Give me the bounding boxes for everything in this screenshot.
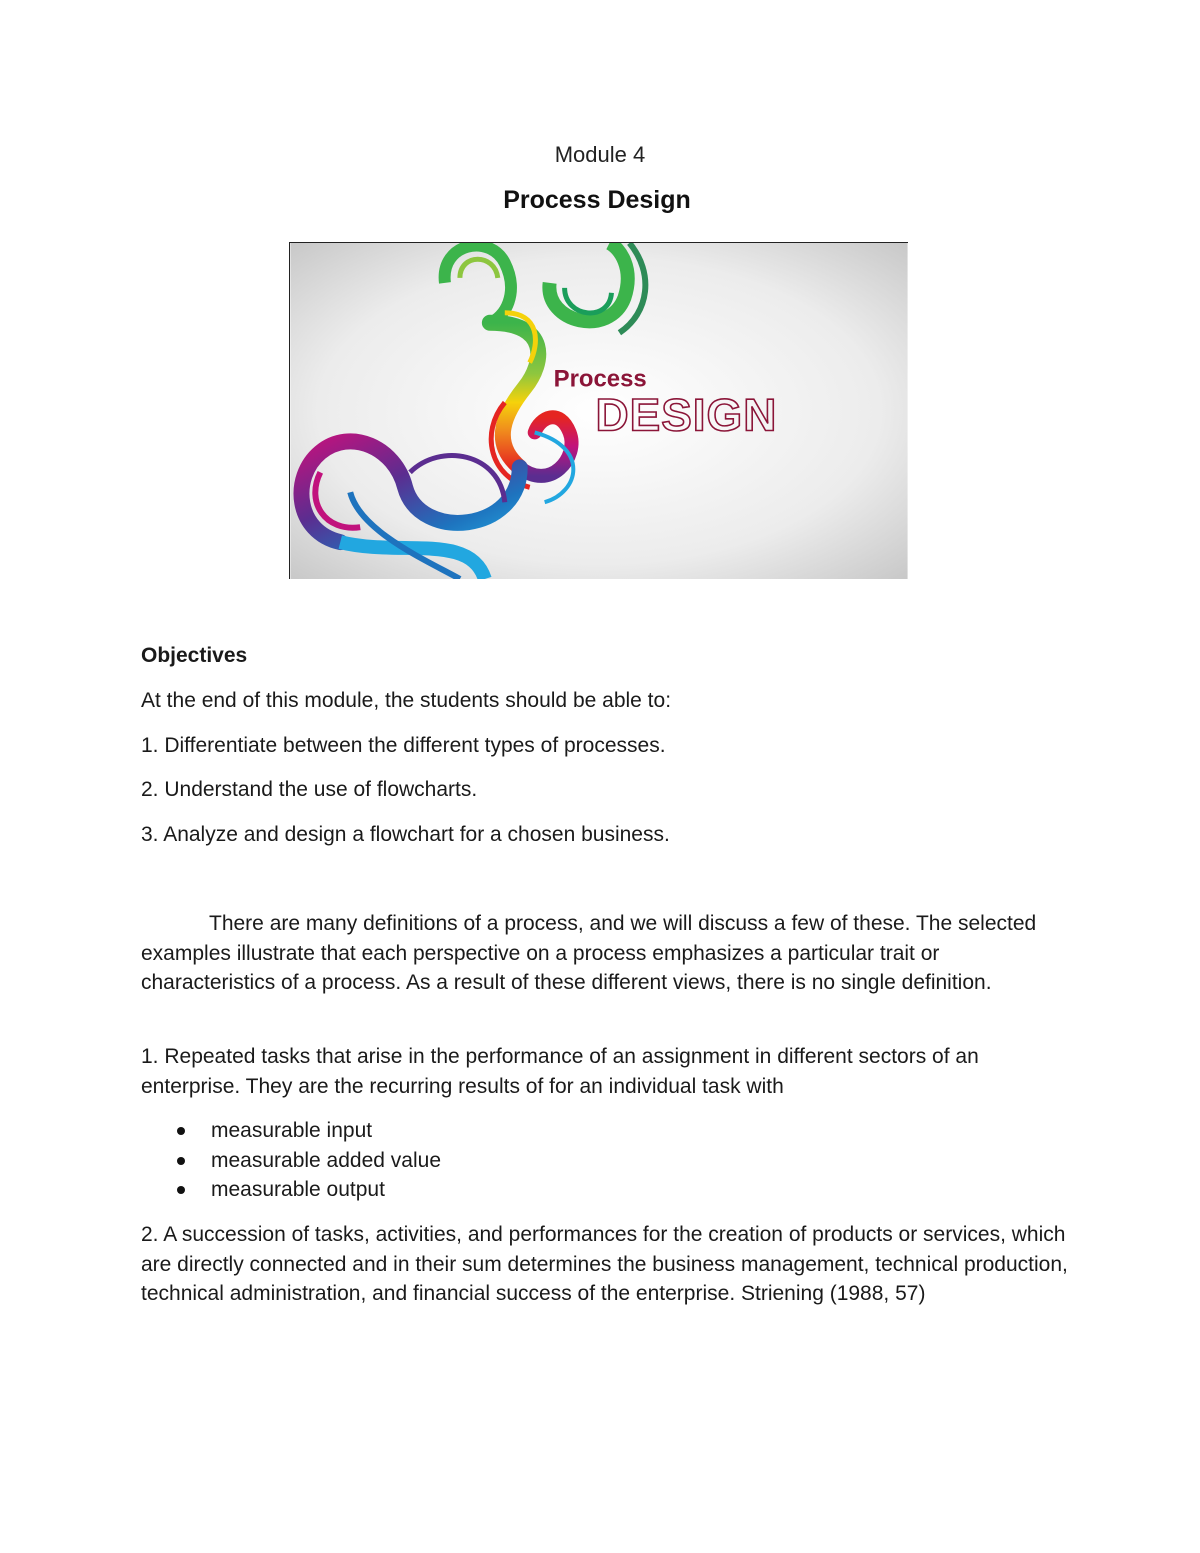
hero-text-process: Process <box>553 365 647 393</box>
bullet-icon <box>177 1157 185 1165</box>
objective-item: 3. Analyze and design a flowchart for a chosen business. <box>141 823 670 846</box>
objective-item: 1. Differentiate between the different types of processes. <box>141 734 666 757</box>
list-item: measurable added value <box>141 1146 1041 1176</box>
list-item: measurable output <box>141 1175 1041 1205</box>
objectives-heading: Objectives <box>141 644 248 667</box>
measurable-list <box>141 1116 1041 1205</box>
hero-image <box>289 242 908 579</box>
module-label: Module 4 <box>554 142 646 167</box>
bullet-icon <box>177 1127 185 1135</box>
intro-paragraph-text: There are many definitions of a process, and we will discuss a few of these. The selected examples illustrate that each perspective on a process emphasizes a particular trait or characteristics of a process. As a result of these different views, there is no single definition. <box>141 912 1037 994</box>
list-item: measurable input <box>141 1116 1041 1146</box>
hero-text-design: DESIGN <box>595 388 778 441</box>
page-title: Process Design <box>503 186 691 214</box>
objective-item: 2. Understand the use of flowcharts. <box>141 778 478 801</box>
intro-paragraph <box>141 909 1071 998</box>
bullet-icon <box>177 1186 185 1194</box>
objectives-intro: At the end of this module, the students should be able to: <box>141 689 672 712</box>
definition-1: 1. Repeated tasks that arise in the performance of an assignment in different sectors of an enterprise. They are the recurring results of for an individual task with <box>141 1045 979 1098</box>
process-design-swirl-graphic <box>290 243 908 579</box>
definition-2: 2. A succession of tasks, activities, and performances for the creation of products or services, which are directly connected and in their sum determines the business management, technical production, technical administration, and financial success of the enterprise. Striening (1988, 57) <box>141 1223 1068 1305</box>
